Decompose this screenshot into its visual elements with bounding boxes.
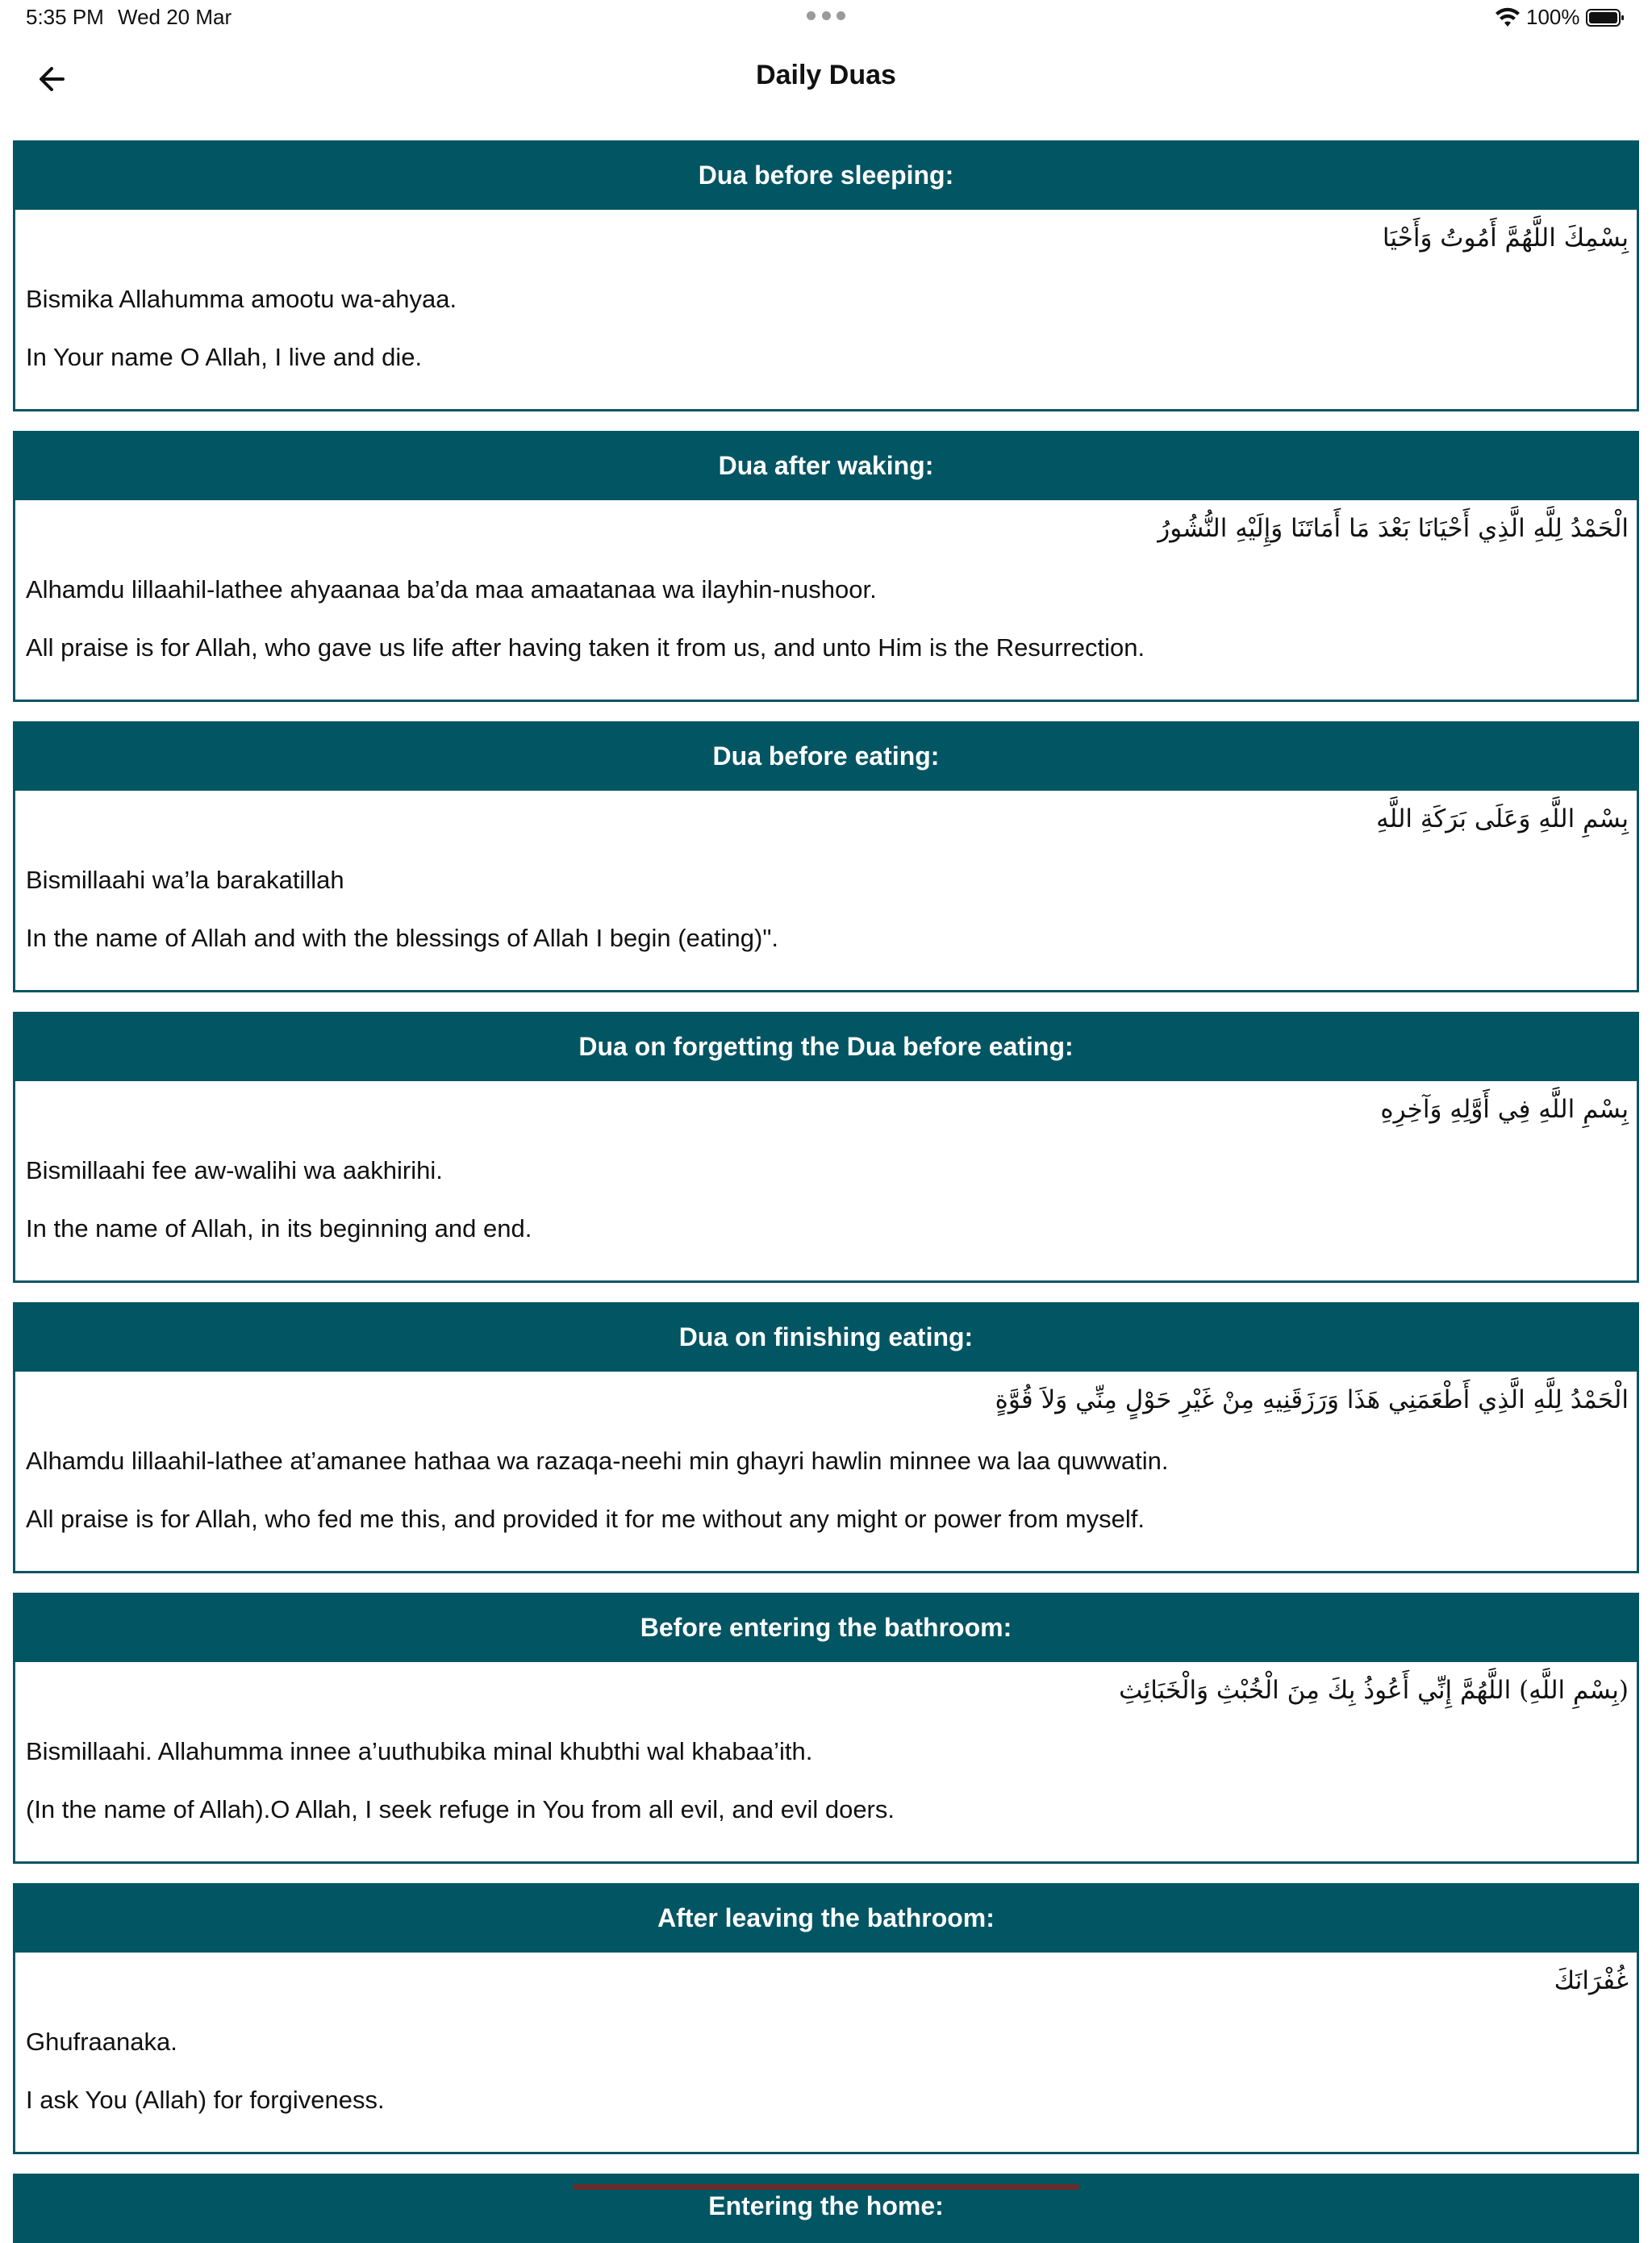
dua-translation: In Your name O Allah, I live and die.: [26, 343, 423, 371]
dua-arabic-text: (بِسْمِ اللَّهِ) اللَّهُمَّ إِنِّي أَعُوذُ بِكَ مِنَ الْخُبْثِ وَالْخَبَائِثِ: [1119, 1676, 1629, 1705]
dua-arabic-text: بِسْمِ اللَّهِ وَعَلَى بَرَكَةِ اللَّهِ: [1376, 804, 1629, 833]
dua-translation: All praise is for Allah, who fed me this, and provided it for me without any might or power from myself.: [26, 1505, 1145, 1533]
wifi-icon: [1494, 6, 1521, 29]
dua-title-partial: Entering the home:: [13, 2174, 1639, 2243]
dua-card: [13, 1593, 1639, 1864]
dua-card: [13, 1883, 1639, 2154]
dua-card: [13, 1302, 1639, 1573]
dua-transliteration: Alhamdu lillaahil-lathee ahyaanaa ba’da maa amaatanaa wa ilayhin-nushoor.: [26, 575, 877, 604]
dua-translation: All praise is for Allah, who gave us life after having taken it from us, and unto Him is the Resurrection.: [26, 633, 1145, 662]
dua-translation: In the name of Allah, in its beginning and end.: [26, 1214, 532, 1243]
dua-transliteration: Bismillaahi fee aw-walihi wa aakhirihi.: [26, 1156, 443, 1184]
dua-title: Dua after waking:: [13, 431, 1639, 500]
dua-transliteration: Ghufraanaka.: [26, 2028, 177, 2056]
multitasking-dots-icon[interactable]: [807, 11, 845, 23]
battery-percent: 100%: [1526, 5, 1580, 29]
dua-transliteration: Bismillaahi wa’la barakatillah: [26, 866, 344, 894]
navigation-bar: [0, 39, 1652, 127]
dua-arabic-text: الْحَمْدُ لِلَّهِ الَّذِي أَحْيَانَا بَعْدَ مَا أَمَاتَنَا وَإِلَيْهِ النُّشُورُ: [1158, 514, 1629, 543]
status-time: 5:35 PM: [26, 5, 104, 29]
battery-icon: [1586, 8, 1625, 27]
dua-transliteration: Alhamdu lillaahil-lathee at’amanee hathaa wa razaqa-neehi min ghayri hawlin minnee wa laa quwwatin.: [26, 1447, 1169, 1475]
dua-title: Dua on forgetting the Dua before eating:: [13, 1012, 1639, 1081]
dua-translation: I ask You (Allah) for forgiveness.: [26, 2086, 385, 2114]
dua-arabic-text: بِسْمِ اللَّهِ فِي أَوَّلِهِ وَآخِرِهِ: [1380, 1095, 1629, 1124]
dua-card: [13, 431, 1639, 702]
dua-title: Before entering the bathroom:: [13, 1593, 1639, 1662]
dua-card: [13, 1012, 1639, 1283]
dua-list[interactable]: [13, 140, 1639, 2174]
dua-card: [13, 721, 1639, 992]
dua-arabic-text: الْحَمْدُ لِلَّهِ الَّذِي أَطْعَمَنِي هَذَا وَرَزَقَنِيهِ مِنْ غَيْرِ حَوْلٍ مِنِّي وَلاَ قُوَّةٍ: [995, 1385, 1629, 1414]
page-title: Daily Duas: [756, 60, 896, 90]
dua-title: Dua before eating:: [13, 721, 1639, 791]
home-indicator[interactable]: [573, 2184, 1079, 2190]
dua-transliteration: Bismika Allahumma amootu wa-ahyaa.: [26, 285, 457, 313]
dua-transliteration: Bismillaahi. Allahumma innee a’uuthubika minal khubthi wal khabaa’ith.: [26, 1737, 813, 1765]
dua-translation: In the name of Allah and with the blessings of Allah I begin (eating)".: [26, 924, 778, 952]
status-bar: [0, 0, 1652, 39]
dua-arabic-text: بِسْمِكَ اللَّهُمَّ أَمُوتُ وَأَحْيَا: [1382, 223, 1629, 253]
dua-card: [13, 140, 1639, 411]
status-date: Wed 20 Mar: [118, 5, 232, 29]
dua-title: Dua on finishing eating:: [13, 1302, 1639, 1372]
dua-title: After leaving the bathroom:: [13, 1883, 1639, 1953]
dua-title: Dua before sleeping:: [13, 140, 1639, 210]
dua-arabic-text: غُفْرَانَكَ: [1554, 1966, 1629, 1995]
dua-translation: (In the name of Allah).O Allah, I seek refuge in You from all evil, and evil doers.: [26, 1795, 895, 1823]
